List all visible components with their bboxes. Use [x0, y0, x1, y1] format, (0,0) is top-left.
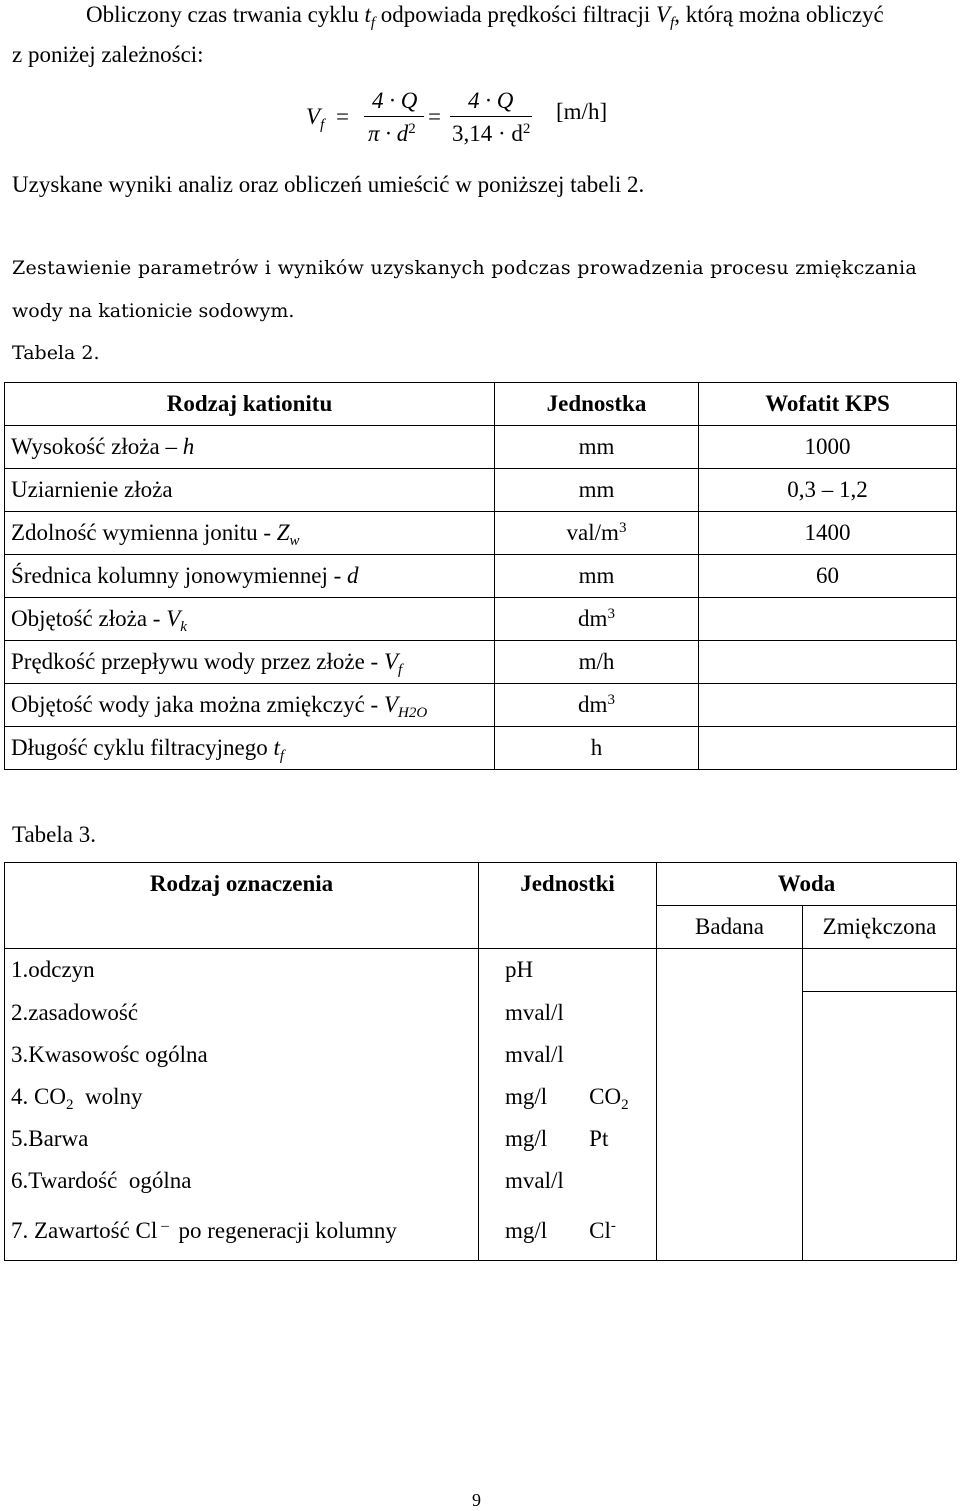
unit-text: dm [578, 606, 608, 631]
intro-text: odpowiada prędkości filtracji [375, 2, 657, 27]
table3-header-row [5, 863, 957, 906]
param-label: Prędkość przepływu wody przez złoże - [11, 649, 384, 674]
value-cell[interactable] [803, 949, 957, 992]
name-text: po regeneracji kolumny [172, 1218, 397, 1243]
table-row [5, 555, 957, 598]
table-row [5, 684, 957, 727]
param-subscript: f [398, 662, 403, 678]
summary-line-1: Zestawienie parametrów i wyników uzyskanych podczas prowadzenia procesu zmiękczania [12, 257, 917, 279]
intro-line-1 [86, 2, 884, 31]
value-cell[interactable] [803, 1202, 957, 1261]
param-subscript: f [279, 748, 285, 764]
param-symbol: h [182, 434, 195, 459]
unit-text: mg/l [505, 1218, 548, 1243]
table-row [5, 426, 957, 469]
name-text: wolny [73, 1084, 143, 1109]
value-cell[interactable] [699, 684, 957, 727]
unit-extra: Pt [589, 1126, 609, 1151]
unit-text: mg/l [505, 1084, 548, 1109]
value-cell[interactable] [803, 1076, 957, 1118]
table-row [5, 727, 957, 770]
summary-line-2: wody na kationicie sodowym. [12, 300, 295, 322]
table2-caption: Tabela 2. [12, 342, 100, 364]
formula-lhs [306, 104, 325, 133]
value-cell: 1400 [699, 512, 957, 555]
value-cell[interactable] [699, 727, 957, 770]
unit-text: val/m [566, 520, 619, 545]
unit-cell: m/h [495, 641, 699, 684]
unit-cell [479, 1076, 657, 1118]
name-cell: 2.zasadowość [5, 992, 479, 1035]
den1-text: π · d [368, 121, 409, 146]
empty-cell [5, 906, 479, 949]
value-cell[interactable] [657, 949, 803, 992]
formula-numerator-1: 4 · Q [372, 88, 418, 113]
formula-denominator-1 [368, 121, 416, 147]
unit-cell: mm [495, 469, 699, 512]
den2-text: 3,14 · d [452, 121, 523, 146]
name-cell [5, 1202, 479, 1261]
name-cell: 6.Twardość ogólna [5, 1160, 479, 1202]
unit-cell [495, 598, 699, 641]
t-subscript: f [370, 15, 376, 31]
unit-cell: mval/l [479, 992, 657, 1035]
empty-cell [479, 906, 657, 949]
unit-cell: h [495, 727, 699, 770]
param-label: Objętość złoża - [11, 606, 167, 631]
unit-extra: Cl [589, 1218, 611, 1243]
name-superscript: – [161, 1218, 169, 1234]
v-subscript: f [670, 15, 675, 31]
unit-cell [495, 684, 699, 727]
param-label: Średnica kolumny jonowymiennej - [11, 563, 347, 588]
name-text: 7. Zawartość Cl [11, 1218, 158, 1243]
param-symbol: V [383, 692, 399, 717]
formula-unit: [m/h] [556, 99, 608, 124]
unit-superscript: 3 [618, 520, 627, 536]
unit-text: dm [578, 692, 608, 717]
name-cell: 3.Kwasowośc ogólna [5, 1034, 479, 1076]
den1-exponent: 2 [408, 121, 416, 137]
unit-cell [479, 1118, 657, 1160]
table3-subheader-row [5, 906, 957, 949]
param-cell: Uziarnienie złoża [5, 469, 495, 512]
value-cell[interactable] [657, 1034, 803, 1076]
value-cell[interactable] [803, 1118, 957, 1160]
unit-text: mg/l [505, 1126, 548, 1151]
page-number: 9 [472, 1490, 481, 1510]
value-cell[interactable] [699, 598, 957, 641]
intro-text: Obliczony czas trwania cyklu [86, 2, 365, 27]
name-cell [5, 1076, 479, 1118]
param-cell [5, 555, 495, 598]
param-subscript: k [180, 619, 187, 635]
formula-eq-1: = [336, 104, 349, 129]
formula-lhs-symbol: V [306, 104, 321, 129]
table-row [5, 1202, 957, 1261]
table-row [5, 1160, 957, 1202]
table3-caption: Tabela 3. [12, 822, 96, 847]
t-symbol: t [364, 2, 371, 27]
value-cell[interactable] [657, 1076, 803, 1118]
unit-cell: mm [495, 555, 699, 598]
name-cell: 1.odczyn [5, 949, 479, 992]
table3-header-cell: Woda [657, 863, 957, 906]
formula-numerator-2: 4 · Q [468, 88, 514, 113]
text-after-formula: Uzyskane wyniki analiz oraz obliczeń umieścić w poniższej tabeli 2. [12, 172, 645, 197]
unit-superscript: 3 [607, 606, 615, 622]
intro-line-2: z poniżej zależności: [12, 42, 204, 67]
value-cell[interactable] [803, 992, 957, 1035]
param-subscript: w [289, 533, 300, 549]
param-symbol: d [347, 563, 359, 588]
unit-cell [479, 1202, 657, 1261]
formula-denominator-2 [452, 121, 530, 147]
table-row [5, 641, 957, 684]
unit-cell [495, 512, 699, 555]
param-cell [5, 598, 495, 641]
table3-subheader-cell: Badana [657, 906, 803, 949]
v-symbol: V [656, 2, 671, 27]
name-cell: 5.Barwa [5, 1118, 479, 1160]
param-label: Długość cyklu filtracyjnego [11, 735, 274, 760]
name-text: 4. CO [11, 1084, 66, 1109]
value-cell[interactable] [657, 1202, 803, 1261]
den2-exponent: 2 [522, 121, 531, 137]
value-cell[interactable] [803, 1034, 957, 1076]
param-subscript: H2O [398, 705, 428, 721]
param-symbol: V [383, 649, 399, 674]
fraction-bar-1 [364, 116, 424, 117]
param-label: Wysokość złoża – [11, 434, 183, 459]
param-cell [5, 727, 495, 770]
param-label: Objętość wody jaka można zmiękczyć - [11, 692, 384, 717]
table-row [5, 992, 957, 1035]
param-label: Zdolność wymienna jonitu - [11, 520, 277, 545]
table2-header-cell: Jednostka [495, 383, 699, 426]
param-symbol: t [273, 735, 280, 760]
table3-header-cell: Jednostki [479, 863, 657, 906]
unit-superscript: 3 [607, 692, 615, 708]
param-cell [5, 426, 495, 469]
name-subscript: 2 [65, 1097, 74, 1113]
fraction-bar-2 [450, 116, 532, 117]
param-symbol: Z [276, 520, 290, 545]
intro-text: , którą można obliczyć [674, 2, 884, 27]
table3-subheader-cell: Zmiękczona [803, 906, 957, 949]
value-cell[interactable] [657, 1118, 803, 1160]
table2-header-cell: Rodzaj kationitu [5, 383, 495, 426]
table-row [5, 1076, 957, 1118]
param-cell [5, 512, 495, 555]
table-row [5, 949, 957, 992]
unit-extra-superscript: - [610, 1218, 616, 1234]
table-row [5, 512, 957, 555]
unit-cell: mval/l [479, 1034, 657, 1076]
unit-cell: pH [479, 949, 657, 992]
table-row [5, 598, 957, 641]
table3-header-cell: Rodzaj oznaczenia [5, 863, 479, 906]
value-cell: 60 [699, 555, 957, 598]
value-cell[interactable] [657, 1160, 803, 1202]
value-cell: 1000 [699, 426, 957, 469]
param-symbol: V [166, 606, 181, 631]
table2-header-row [5, 383, 957, 426]
value-cell: 0,3 – 1,2 [699, 469, 957, 512]
unit-cell: mm [495, 426, 699, 469]
formula-lhs-subscript: f [320, 117, 325, 133]
unit-cell: mval/l [479, 1160, 657, 1202]
table-row [5, 469, 957, 512]
param-cell [5, 684, 495, 727]
table-row [5, 1118, 957, 1160]
unit-extra-subscript: 2 [621, 1097, 629, 1113]
table-2 [4, 382, 957, 770]
value-cell[interactable] [803, 1160, 957, 1202]
value-cell[interactable] [699, 641, 957, 684]
table-3 [4, 862, 957, 1261]
value-cell[interactable] [657, 992, 803, 1035]
formula-eq-2: = [428, 104, 441, 129]
param-cell [5, 641, 495, 684]
table-row [5, 1034, 957, 1076]
table2-header-cell: Wofatit KPS [699, 383, 957, 426]
unit-extra: CO [589, 1084, 622, 1109]
